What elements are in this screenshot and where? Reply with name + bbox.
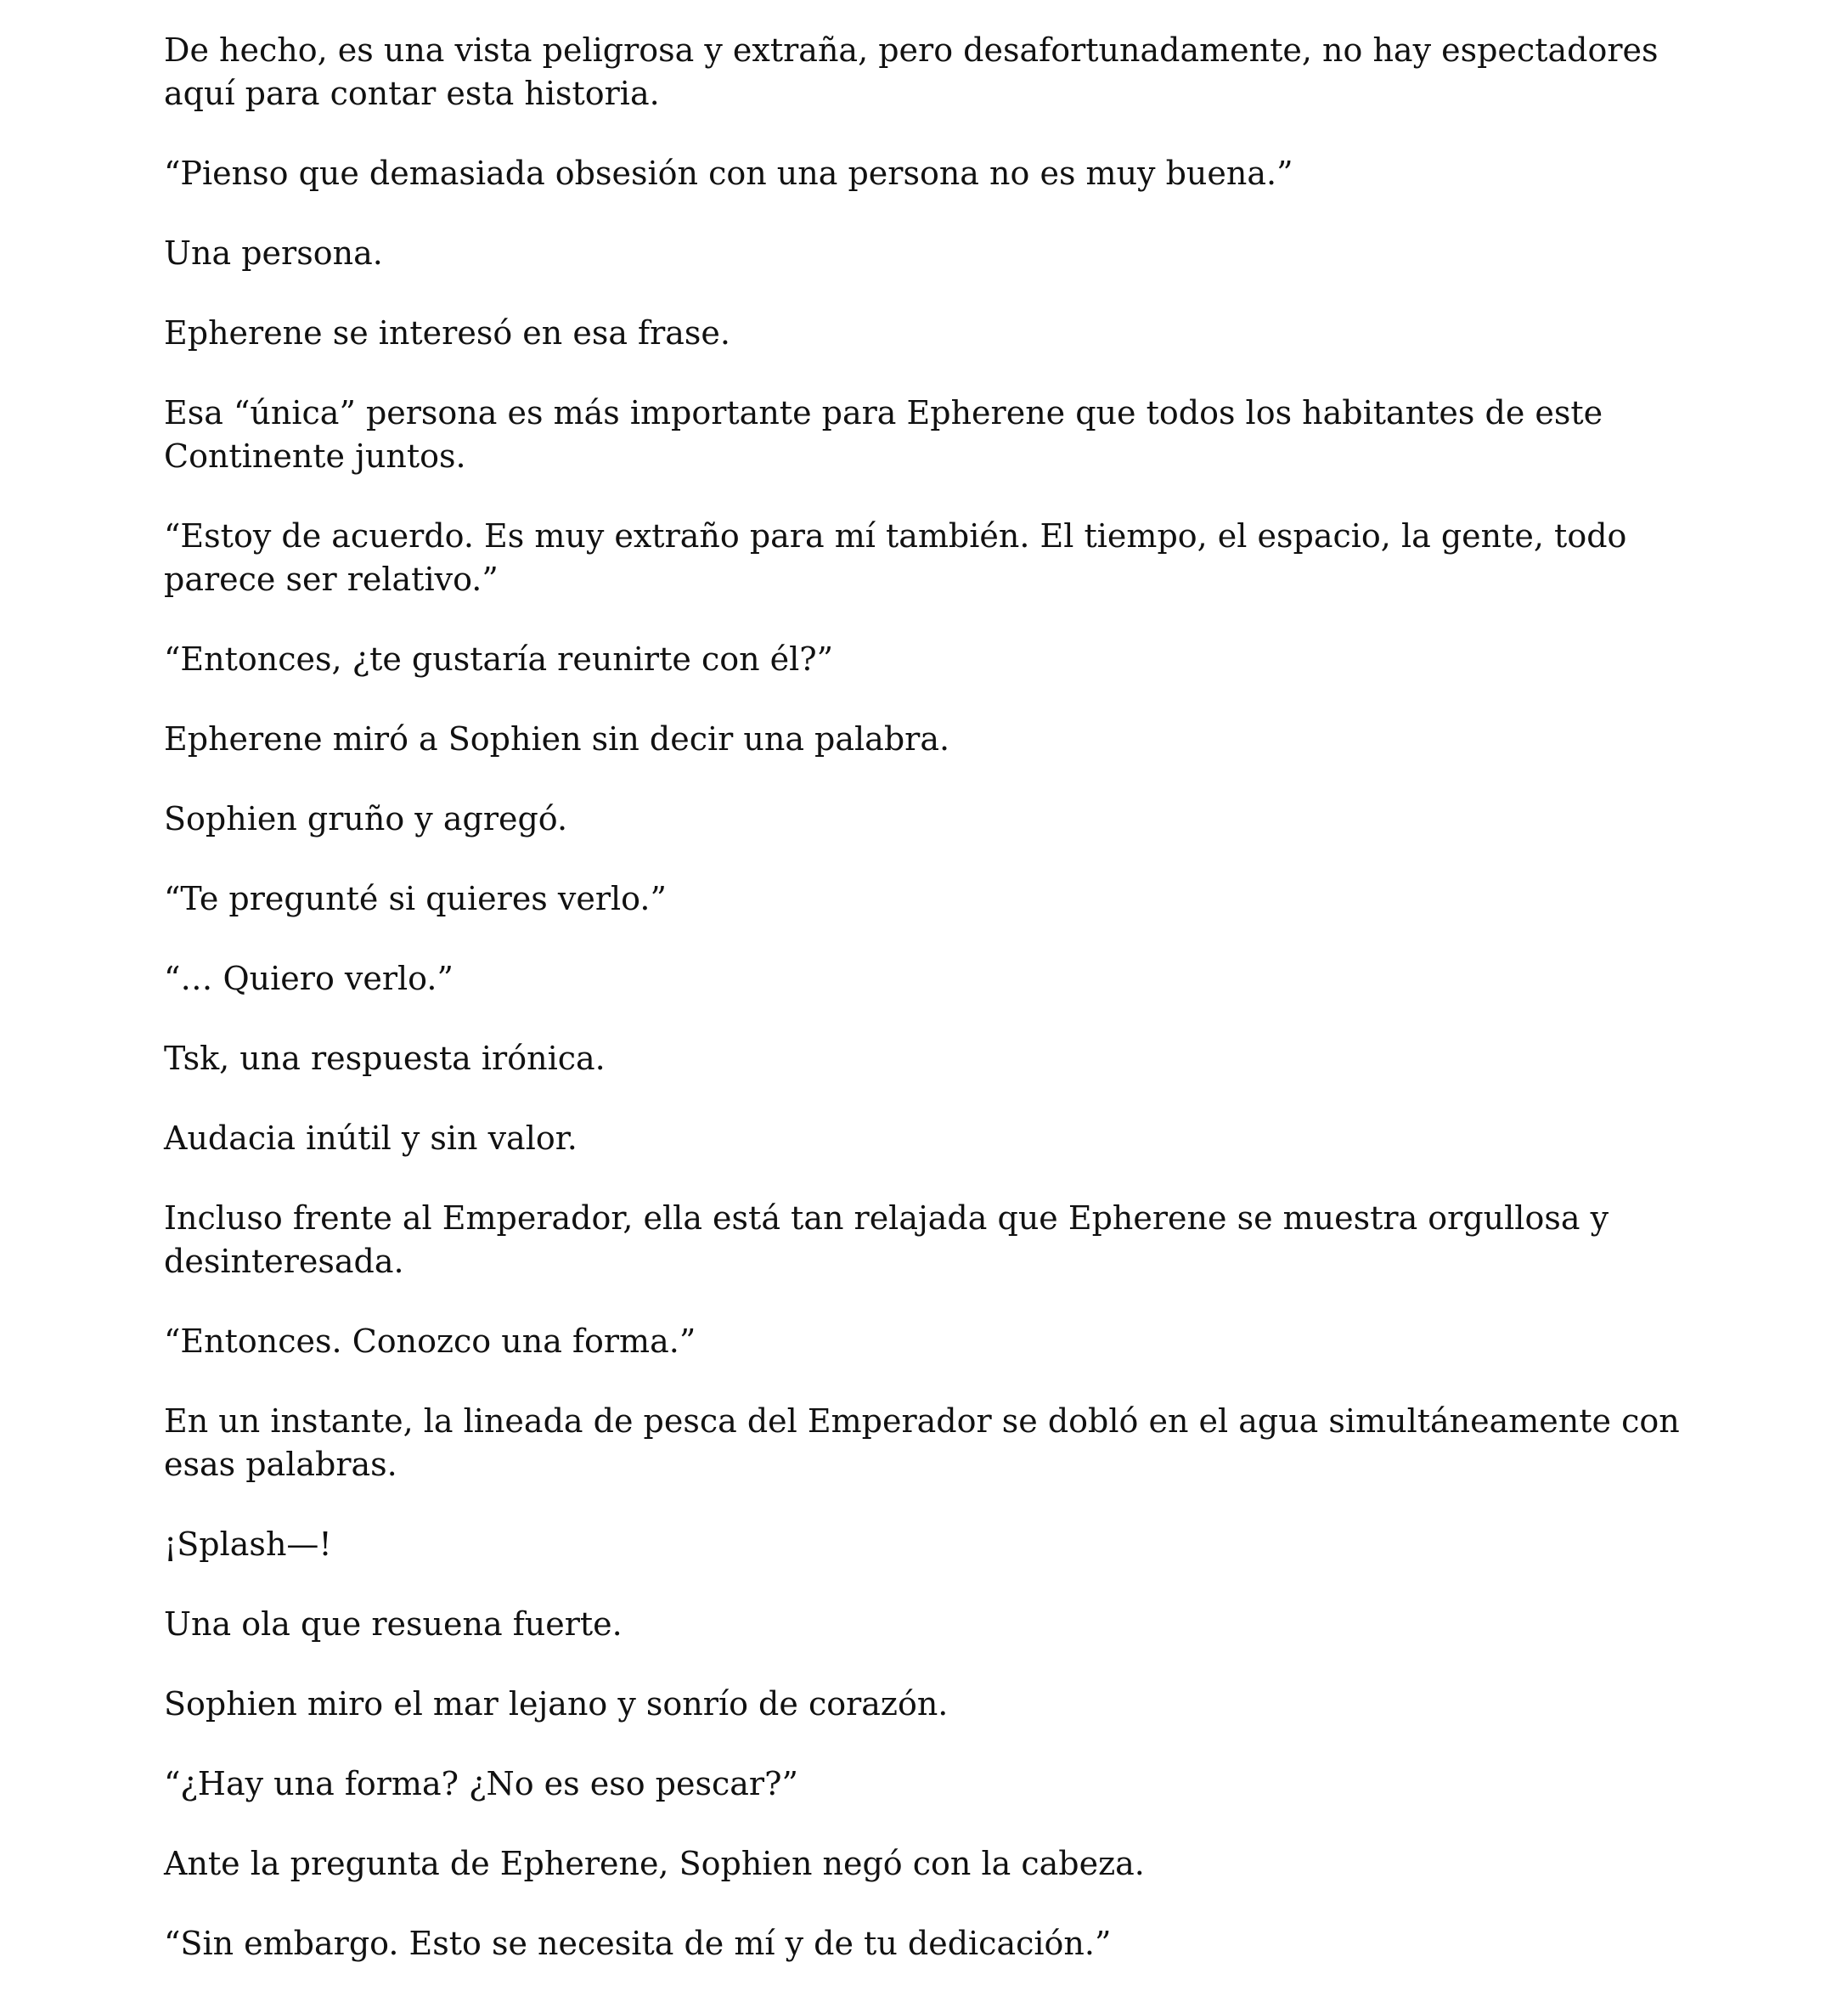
- paragraph: En un instante, la lineada de pesca del Emperador se dobló en el agua simultáneamente con esas palabras.: [164, 1402, 1680, 1483]
- paragraph: “Entonces. Conozco una forma.”: [164, 1322, 696, 1360]
- paragraph: De hecho, es una vista peligrosa y extraña, pero desafortunadamente, no hay espectadores aquí para contar esta historia.: [164, 31, 1659, 112]
- paragraph: Tsk, una respuesta irónica.: [164, 1040, 606, 1077]
- paragraph: Epherene se interesó en esa frase.: [164, 314, 731, 352]
- paragraph: “… Quiero verlo.”: [164, 960, 454, 997]
- paragraph: Epherene miró a Sophien sin decir una palabra.: [164, 720, 950, 758]
- paragraph: Esa “única” persona es más importante para Epherene que todos los habitantes de este Continente juntos.: [164, 394, 1603, 475]
- paragraph: Sophien gruño y agregó.: [164, 800, 568, 837]
- paragraph: Una persona.: [164, 234, 383, 272]
- document-page: [164, 29, 1718, 2002]
- paragraph: Audacia inútil y sin valor.: [164, 1119, 578, 1157]
- paragraph: Sophien miro el mar lejano y sonrío de corazón.: [164, 1685, 949, 1723]
- paragraph: “Sin embargo. Esto se necesita de mí y de tu dedicación.”: [164, 1925, 1112, 1962]
- paragraph: Ante la pregunta de Epherene, Sophien negó con la cabeza.: [164, 1845, 1145, 1882]
- paragraph: ¡Splash—!: [164, 1525, 332, 1563]
- paragraph: “Estoy de acuerdo. Es muy extraño para mí también. El tiempo, el espacio, la gente, todo parece ser relativo.”: [164, 517, 1627, 598]
- paragraph: “Pienso que demasiada obsesión con una persona no es muy buena.”: [164, 155, 1293, 192]
- paragraph: “Te pregunté si quieres verlo.”: [164, 880, 667, 917]
- paragraph: Una ola que resuena fuerte.: [164, 1605, 623, 1643]
- paragraph: Incluso frente al Emperador, ella está tan relajada que Epherene se muestra orgullosa y desinteresada.: [164, 1199, 1609, 1280]
- paragraph: “¿Hay una forma? ¿No es eso pescar?”: [164, 1765, 798, 1802]
- paragraph: “Entonces, ¿te gustaría reunirte con él?”: [164, 640, 834, 678]
